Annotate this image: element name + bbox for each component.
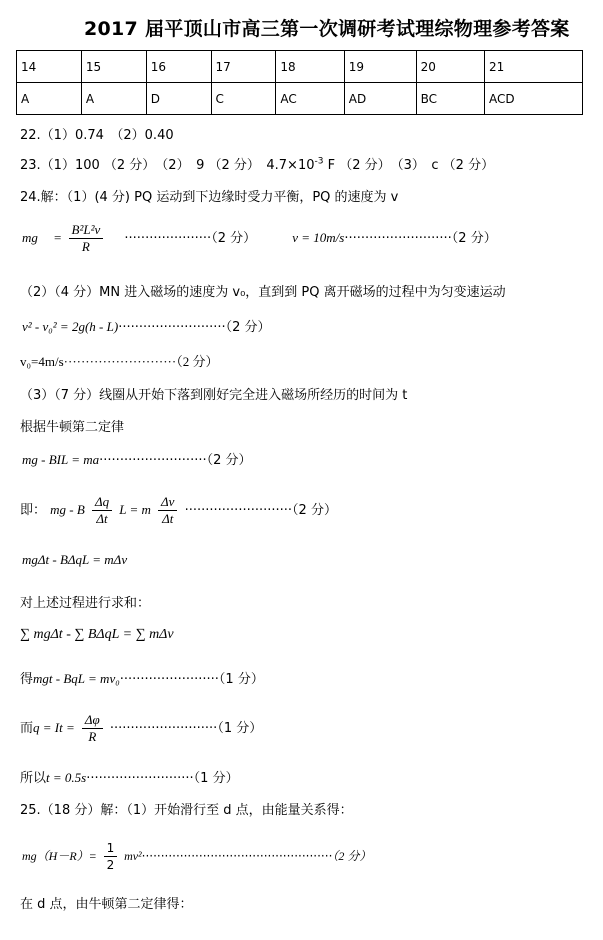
q24-eq5-fraction-1 [92,494,112,527]
q24-eq8-score: （1 分） [218,672,264,687]
answer-table [16,50,583,115]
q24-eq5-denominator-1: Δt [96,511,108,526]
q24-sum-intro: 对上述过程进行求和： [20,596,151,611]
q24-eq9-denominator: R [88,729,97,744]
q25-line2: 在 d 点，由牛顿第二定律得： [20,897,193,912]
q24-eq5-numerator-1: Δq [92,494,112,511]
q24-eq5-part-b: L = m [119,502,151,517]
q24-eq1b-score: （2 分） [451,231,497,246]
q24-eq1-fraction [69,222,104,255]
q24-eq1b: v = 10m/s [292,230,345,245]
q24-eq6 [22,552,127,568]
question-number-cell: 15 [81,51,146,83]
page-title: 2017 届平顶山市高三第一次调研考试理综物理参考答案 [84,18,570,40]
answer-cell: ACD [485,83,583,115]
q24-eq10-formula: t = 0.5s [46,770,87,785]
q24-eq9-fraction [82,712,103,745]
q24-part2: （2）（4 分）MN 进入磁场的速度为 v₀，直到到 PQ 离开磁场的过程中为匀变速运动 [20,285,506,300]
q24-eq9 [20,712,262,745]
q24-eq8-formula: mgt - BqL = mv₀ [33,671,120,686]
q24-eq10-prefix: 所以 [20,771,47,786]
q24-eq4-score: （2 分） [206,453,252,468]
answer-cell: A [17,83,82,115]
q25-eq1-dots: ·················································· [141,849,333,863]
q22-answer: 22.（1）0.74 （2）0.40 [20,128,174,143]
q24-eq8-dots: ························ [119,672,219,687]
q24-eq1-left: mg [22,230,38,245]
q24-part3: （3）（7 分）线圈从开始下落到刚好完全进入磁场所经历的时间为 t [20,388,408,403]
answer-table-number-row [17,51,583,83]
answer-cell: C [211,83,276,115]
q24-eq2-score: （2 分） [225,320,271,335]
q24-eq1 [22,222,497,255]
q25-eq1-numerator: 1 [104,840,118,857]
q24-intro: 24.解：（1）(4 分) PQ 运动到下边缘时受力平衡，PQ 的速度为 v [20,190,399,205]
q25-eq1-part-b: mv² [124,849,142,863]
q24-eq4-dots: ·························· [99,453,207,468]
q24-eq1-dots: ····················· [124,231,212,246]
q23-text-a: 23.（1）100 （2 分） （2） 9 （2 分） 4.7×10 [20,158,315,173]
question-number-cell: 18 [276,51,344,83]
q24-eq2 [22,316,271,335]
question-number-cell: 14 [17,51,82,83]
answer-cell: D [146,83,211,115]
q24-eq3-score: （2 分） [176,354,219,369]
q24-eq9-part-a: q = It = [33,720,75,735]
q24-eq1b-dots: ·························· [344,231,452,246]
q24-eq10 [20,767,239,786]
q24-eq3-dots: ·························· [63,354,177,369]
question-number-cell: 19 [344,51,416,83]
q24-eq4 [22,449,252,468]
q25-eq1-score: （2 分） [332,849,372,863]
q25-eq1-part-a: mg（H－R）= [22,849,97,863]
q24-eq2-dots: ·························· [118,320,226,335]
answer-table-answer-row [17,83,583,115]
q24-eq5 [20,494,337,527]
q24-eq8 [20,668,264,687]
question-number-cell: 21 [485,51,583,83]
q23-text-b: F （2 分） （3） c （2 分） [323,158,495,173]
question-number-cell: 20 [416,51,484,83]
answer-cell: AD [344,83,416,115]
q24-eq3 [20,351,218,370]
q23-answer [20,154,494,173]
q24-eq8-prefix: 得 [20,672,34,687]
q25-eq1-fraction [104,840,118,873]
q25-eq1 [22,840,371,873]
q25-eq1-denominator: 2 [106,858,115,872]
q24-eq1-score: （2 分） [211,231,257,246]
q24-eq1-numerator: B²L²v [69,222,104,239]
q25-intro: 25.（18 分）解：（1）开始滑行至 d 点，由能量关系得： [20,803,353,818]
q24-eq9-numerator: Δφ [82,712,103,729]
question-number-cell: 17 [211,51,276,83]
q24-eq5-fraction-2 [158,494,177,527]
q24-eq7-formula: ∑ mgΔt - ∑ BΔqL = ∑ mΔv [20,627,174,642]
q24-eq5-prefix: 即： [20,503,47,518]
answer-cell: BC [416,83,484,115]
q24-eq5-numerator-2: Δv [158,494,177,511]
q24-eq10-dots: ·························· [86,771,194,786]
q24-eq9-prefix: 而 [20,721,34,736]
q24-eq5-part-a: mg - B [50,502,85,517]
q24-eq5-dots: ·························· [184,503,293,518]
question-number-cell: 16 [146,51,211,83]
q24-eq6-formula: mgΔt - BΔqL = mΔv [22,552,128,567]
q24-eq5-denominator-2: Δt [162,511,174,526]
q24-newton: 根据牛顿第二定律 [20,420,125,435]
q24-eq9-score: （1 分） [217,721,263,736]
answer-cell: A [81,83,146,115]
q24-eq4-formula: mg - BIL = ma [22,452,100,467]
q24-eq7 [20,626,174,643]
q23-exponent: -3 [314,156,324,167]
answer-cell: AC [276,83,344,115]
q24-eq9-dots: ·························· [109,721,218,736]
q24-eq5-score: （2 分） [292,503,337,518]
q24-eq1-denominator: R [81,239,90,254]
q24-eq1-equals: = [54,230,62,245]
q24-eq2-formula: v² - v₀² = 2g(h - L) [22,319,119,334]
q24-eq10-score: （1 分） [193,771,239,786]
q24-eq3-formula: v₀=4m/s [20,354,64,369]
